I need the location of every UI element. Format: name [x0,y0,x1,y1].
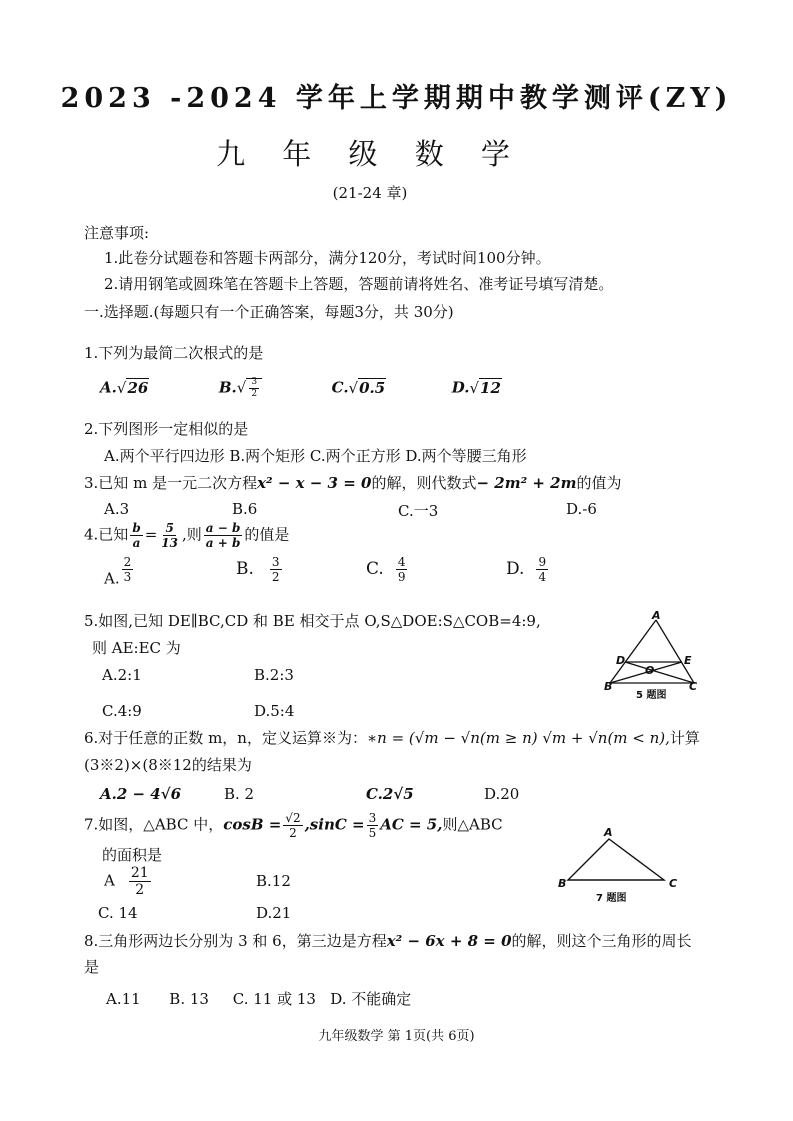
q6-option-d: D.20 [484,785,520,803]
q5-option-c: C.4:9 [102,702,142,720]
q7-stem: 7.如图，△ABC 中，cosB = $\frac{√2}{2}$ ,sinC = $\frac{3}{5}$ AC = 5,则△ABC [84,811,503,840]
q4-option-b: B. $\frac{3}{2}$ [236,555,280,584]
q4-option-c: C. $\frac{4}{9}$ [366,555,406,584]
q3-option-d: D.-6 [566,500,597,518]
q8-options: A.11 B. 13 C. 11 或 13 D. 不能确定 [106,990,412,1008]
q2-stem: 2.下列图形一定相似的是 [84,420,249,438]
q4-stem: 4.已知 $\frac{b}{a}$ = $\frac{5}{13}$ ,则 $\frac{a - b}{a + b}$ 的值是 [84,521,290,550]
fig5-caption: 5 题图 [636,690,667,701]
q6-stem-2: (3※2)×(8※12的结果为 [84,756,252,774]
q7-option-a: A $\frac{21}{2}$ [104,865,149,898]
q1-stem: 1.下列为最简二次根式的是 [84,344,264,362]
q7-option-d: D.21 [256,904,292,922]
q2-options: A.两个平行四边形 B.两个矩形 C.两个正方形 D.两个等腰三角形 [104,447,527,465]
q6-option-b: B. 2 [224,785,255,803]
notes-item-1: 1.此卷分试题卷和答题卡两部分，满分120分，考试时间100分钟。 [104,249,551,267]
q5-option-b: B.2:3 [254,666,294,684]
fig5-label-a: A [652,609,661,622]
q3-option-c: C.一3 [398,502,439,520]
q7-option-c: C. 14 [98,904,138,922]
q5-stem-2: 则 AE:EC 为 [92,639,181,657]
fig5-label-b: B [604,680,613,693]
q8-stem-2: 是 [84,958,100,976]
fig7-caption: 7 题图 [596,893,627,904]
q6-option-c: C.2√5 [366,785,414,803]
fig5-label-c: C [689,680,698,693]
fig5-label-d: D [616,654,626,667]
fig7-label-c: C [669,877,678,890]
q6-option-a: A.2 − 4√6 [100,785,182,803]
fig5-label-e: E [684,654,692,667]
fig5-label-o: O [645,664,655,677]
notes-heading: 注意事项: [84,224,150,242]
q3-stem: 3.已知 m 是一元二次方程x² − x − 3 = 0的解，则代数式− 2m² + 2m的值为 [84,474,622,492]
page-title: 2023 -2024 学年上学期期中教学测评(ZY) [60,83,733,114]
q1-options: A.√26 B.√ $\frac{3}{2}$ C.√0.5 D.√12 [100,377,501,399]
q5-option-d: D.5:4 [254,702,295,720]
fig7-label-a: A [604,826,613,839]
q5-stem: 5.如图,已知 DE∥BC,CD 和 BE 相交于点 O,S△DOE:S△COB=4:9, [84,612,541,630]
q4-option-a: A. $\frac{2}{3}$ [104,555,132,588]
figure-7-triangle [556,826,676,886]
q8-stem: 8.三角形两边长分别为 3 和 6，第三边是方程x² − 6x + 8 = 0的解，则这个三角形的周长 [84,932,692,950]
q3-option-b: B.6 [232,500,258,518]
q5-option-a: A.2:1 [102,666,142,684]
section-heading: 一.选择题.(每题只有一个正确答案，每题3分，共 30分) [84,303,454,321]
fig7-label-b: B [558,877,567,890]
q4-option-d: D. $\frac{9}{4}$ [506,555,547,584]
q3-option-a: A.3 [104,500,130,518]
q7-stem-2: 的面积是 [102,846,163,864]
notes-item-2: 2.请用钢笔或圆珠笔在答题卡上答题，答题前请将姓名、准考证号填写清楚。 [104,275,614,293]
q6-stem: 6.对于任意的正数 m，n，定义运算※为：∗n = (√m − √n(m ≥ n) √m + √n(m < n),计算 [84,729,700,747]
q7-option-b: B.12 [256,872,291,890]
chapter-scope: (21-24 章) [332,184,408,202]
page-subtitle: 九 年 级 数 学 [216,137,524,171]
page-footer: 九年级数学 第 1页(共 6页) [318,1029,475,1044]
